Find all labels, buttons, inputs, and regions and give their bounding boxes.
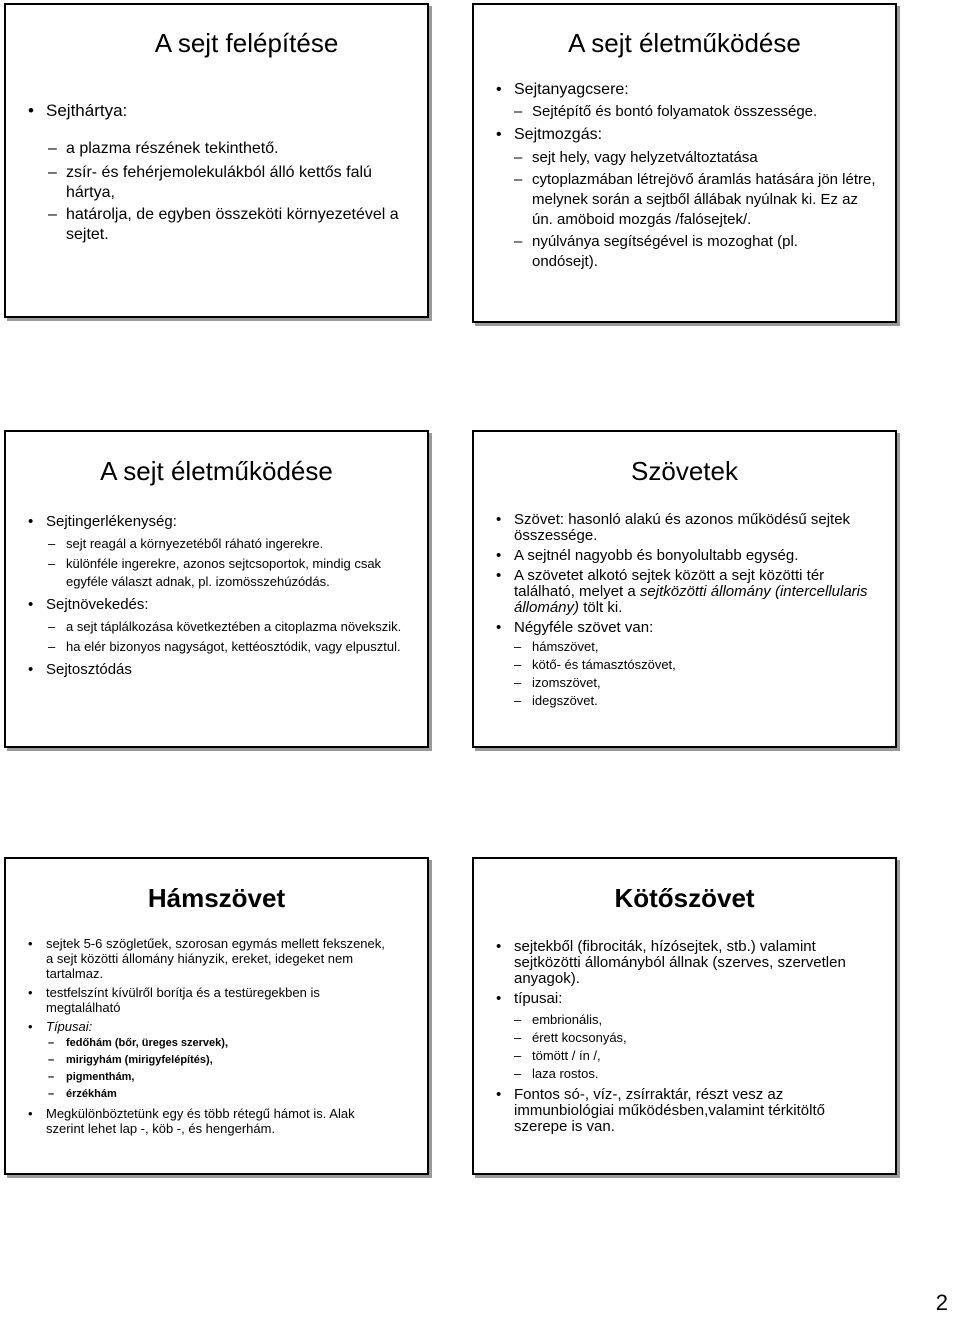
sub-bullet-item: – érzékhám bbox=[66, 1087, 391, 1102]
bullet-item: • Szövet: hasonló alakú és azonos működésű sejtek összessége. bbox=[514, 512, 879, 544]
sub-bullet-item: – sejt hely, vagy helyzetváltoztatása bbox=[532, 148, 877, 168]
slide-title: A sejt életműködése bbox=[100, 456, 333, 486]
bullet-text: Sejtosztódás bbox=[46, 661, 132, 678]
bullet-item bbox=[514, 620, 879, 709]
bullet-item bbox=[514, 568, 879, 616]
slide-title: A sejt felépítése bbox=[154, 28, 339, 58]
sub-bullet-item: – laza rostos. bbox=[532, 1065, 874, 1082]
sub-bullet-item: – a plazma részének tekinthető. bbox=[66, 139, 406, 159]
sub-bullet-item: – hámszövet, bbox=[532, 638, 879, 655]
bullet-item bbox=[514, 991, 874, 1082]
bullet-item bbox=[46, 595, 406, 656]
slide-sejt-eletmukodese-2 bbox=[4, 430, 429, 748]
slide-sejt-eletmukodese-1 bbox=[472, 3, 897, 323]
bullet-text: Sejtingerlékenység: bbox=[46, 513, 177, 530]
sub-bullet-item: – embrionális, bbox=[532, 1011, 874, 1028]
sub-bullet-item: – zsír- és fehérjemolekulákból álló kettős falú hártya, bbox=[66, 163, 406, 203]
bullet-text: Sejtmozgás: bbox=[514, 126, 603, 143]
bullet-item: • testfelszínt kívülről borítja és a testüregekben is megtalálható bbox=[46, 985, 391, 1015]
bullet-item bbox=[46, 512, 406, 591]
sub-bullet-item: – határolja, de egyben összeköti környezetével a sejtet. bbox=[66, 205, 406, 245]
sub-bullet-item: – érett kocsonyás, bbox=[532, 1029, 874, 1046]
bullet-text: A szövetet alkotó sejtek között a sejt közötti tér található, melyet a bbox=[514, 567, 825, 600]
bullet-item bbox=[46, 1019, 391, 1102]
bullet-text-italic: sejtközötti állomány (intercellularis állomány) bbox=[514, 583, 868, 616]
sub-bullet-item: – tömött / ín /, bbox=[532, 1047, 874, 1064]
sub-bullet-item: – mirigyhám (mirigyfelépítés), bbox=[66, 1053, 391, 1068]
slide-title: Szövetek bbox=[631, 456, 738, 486]
sub-bullet-item: – sejt reagál a környezetéből ráható ingerekre. bbox=[66, 535, 406, 553]
bullet-item bbox=[46, 100, 406, 245]
bullet-item bbox=[514, 80, 889, 122]
slide-title: A sejt életműködése bbox=[568, 28, 801, 58]
bullet-text: tölt ki. bbox=[579, 599, 623, 616]
bullet-item: • Fontos só-, víz-, zsírraktár, részt vesz az immunbiológiai működésben,valamint térkitöltő szerepe is van. bbox=[514, 1087, 874, 1135]
slide-szovetek bbox=[472, 430, 897, 748]
slide-kotoszovet bbox=[472, 857, 897, 1175]
bullet-item bbox=[46, 660, 406, 680]
bullet-text: Sejtnövekedés: bbox=[46, 596, 149, 613]
sub-bullet-item: – pigmenthám, bbox=[66, 1070, 391, 1085]
sub-bullet-item: – különféle ingerekre, azonos sejtcsoportok, mindig csak egyféle választ adnak, pl. izomösszehúzódás. bbox=[66, 555, 406, 591]
bullet-text-italic: Típusai: bbox=[46, 1019, 93, 1034]
slide-hamszovet bbox=[4, 857, 429, 1175]
sub-bullet-item: – Sejtépítő és bontó folyamatok összessége. bbox=[532, 102, 889, 122]
slide-title: Kötőszövet bbox=[614, 883, 755, 913]
slide-title: Hámszövet bbox=[147, 883, 286, 913]
sub-bullet-item: – idegszövet. bbox=[532, 692, 879, 709]
bullet-text: Sejthártya: bbox=[46, 101, 128, 120]
bullet-item: • sejtekből (fibrociták, hízósejtek, stb.) valamint sejtközötti állományból állnak (szerves, szervetlen anyagok). bbox=[514, 939, 874, 987]
sub-bullet-item: – a sejt táplálkozása következtében a citoplazma növekszik. bbox=[66, 618, 406, 636]
bullet-item: • A sejtnél nagyobb és bonyolultabb egység. bbox=[514, 548, 879, 564]
bullet-item: • Megkülönböztetünk egy és több rétegű hámot is. Alak szerint lehet lap -, köb -, és hengerhám. bbox=[46, 1106, 391, 1136]
bullet-item bbox=[514, 125, 889, 272]
sub-bullet-item: – cytoplazmában létrejövő áramlás hatására jön létre, melynek során a sejtből állábak nyúlnak ki. Ez az ún. amöboid mozgás /falósejtek/. bbox=[532, 170, 877, 230]
sub-bullet-item: – ha elér bizonyos nagyságot, kettéosztódik, vagy elpusztul. bbox=[66, 638, 406, 656]
sub-bullet-item: – fedőhám (bőr, üreges szervek), bbox=[66, 1036, 391, 1051]
bullet-text: Négyféle szövet van: bbox=[514, 619, 654, 636]
sub-bullet-item: – nyúlványa segítségével is mozoghat (pl. ondósejt). bbox=[532, 232, 832, 272]
page-number: 2 bbox=[935, 1290, 948, 1315]
bullet-text: Sejtanyagcsere: bbox=[514, 81, 629, 98]
sub-bullet-item: – kötő- és támasztószövet, bbox=[532, 656, 879, 673]
sub-bullet-item: – izomszövet, bbox=[532, 674, 879, 691]
bullet-text: típusai: bbox=[514, 990, 563, 1007]
slide-sejt-felepitese bbox=[4, 3, 429, 318]
bullet-item: • sejtek 5-6 szögletűek, szorosan egymás mellett fekszenek, a sejt közötti állomány hiányzik, ereket, idegeket nem tartalmaz. bbox=[46, 936, 391, 981]
